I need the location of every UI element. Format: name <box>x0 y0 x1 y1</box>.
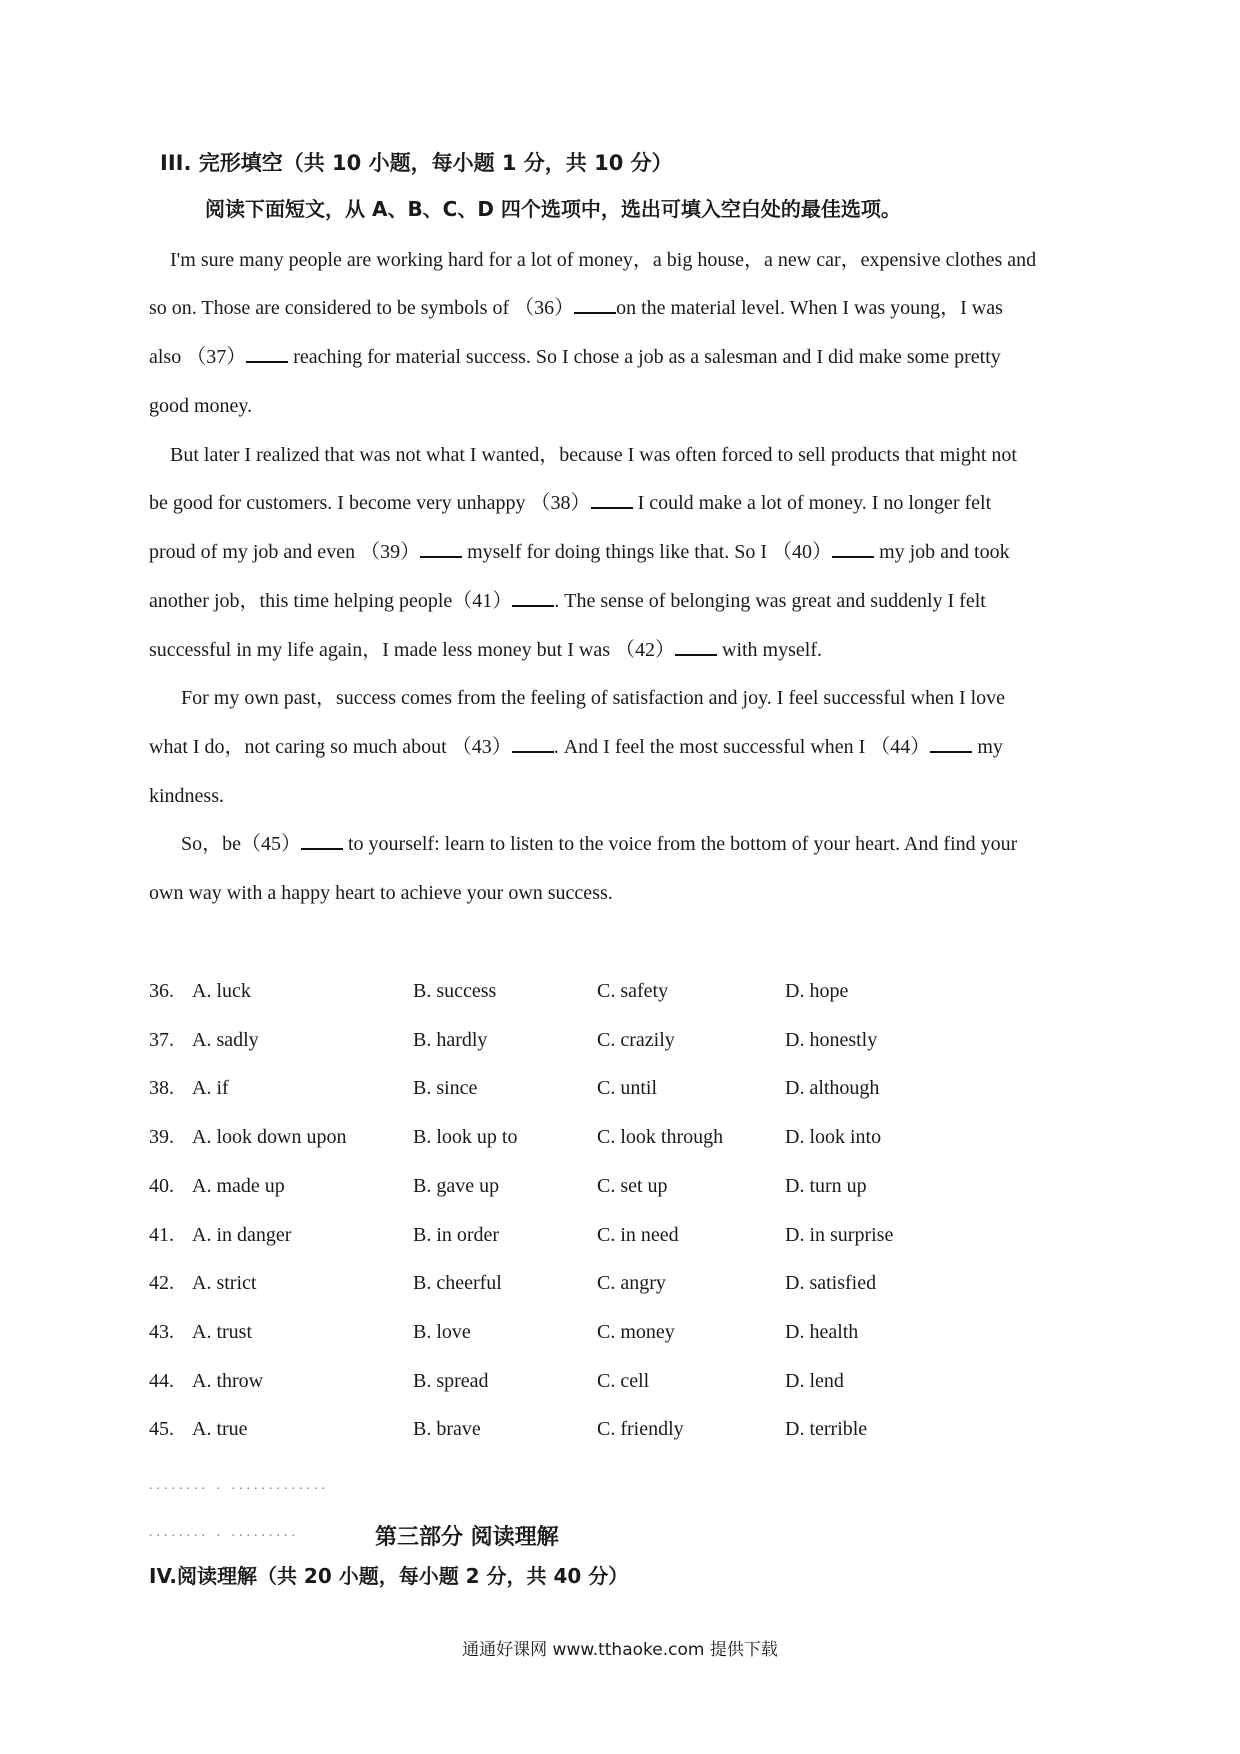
option-c[interactable]: C. crazily <box>597 1029 675 1051</box>
option-d[interactable]: D. satisfied <box>785 1272 877 1294</box>
answer-blank <box>246 343 288 363</box>
passage-line: But later I realized that was not what I wanted，because I was often forced to sell products that might not <box>170 444 1017 466</box>
option-d[interactable]: D. although <box>785 1077 880 1099</box>
option-a[interactable]: A. luck <box>192 980 251 1002</box>
option-a[interactable]: A. strict <box>192 1272 257 1294</box>
option-a[interactable]: A. made up <box>192 1175 285 1197</box>
part-title: 第三部分 阅读理解 <box>375 1525 559 1550</box>
option-d[interactable]: D. honestly <box>785 1029 878 1051</box>
option-c[interactable]: C. safety <box>597 980 669 1002</box>
option-c[interactable]: C. cell <box>597 1370 650 1392</box>
option-a[interactable]: A. look down upon <box>192 1126 347 1148</box>
passage-line: For my own past，success comes from the feeling of satisfaction and joy. I feel successful when I love <box>181 687 1006 709</box>
option-c[interactable]: C. in need <box>597 1224 679 1246</box>
option-a[interactable]: A. throw <box>192 1370 264 1392</box>
passage-line: so on. Those are considered to be symbols of （36） on the material level. When I was young，I was <box>149 294 1099 322</box>
option-d[interactable]: D. terrible <box>785 1418 868 1440</box>
passage-line: I'm sure many people are working hard for a lot of money，a big house，a new car，expensive clothes and <box>170 249 1037 271</box>
footer-text: 通通好课网 www.tthaoke.com 提供下载 <box>462 1640 778 1660</box>
passage-line: proud of my job and even （39） myself for doing things like that. So I （40） my job and took <box>149 538 1099 566</box>
option-b[interactable]: B. spread <box>413 1370 489 1392</box>
option-d[interactable]: D. lend <box>785 1370 844 1392</box>
answer-blank <box>512 733 554 753</box>
option-d[interactable]: D. hope <box>785 980 849 1002</box>
option-b[interactable]: B. hardly <box>413 1029 488 1051</box>
option-b[interactable]: B. gave up <box>413 1175 500 1197</box>
answer-blank <box>675 636 717 656</box>
answer-blank <box>591 489 633 509</box>
answer-blank <box>832 538 874 558</box>
passage-line: successful in my life again，I made less money but I was （42） with myself. <box>149 636 1099 664</box>
option-a[interactable]: A. in danger <box>192 1224 292 1246</box>
option-d[interactable]: D. health <box>785 1321 859 1343</box>
option-b[interactable]: B. success <box>413 980 497 1002</box>
option-c[interactable]: C. money <box>597 1321 675 1343</box>
option-a[interactable]: A. true <box>192 1418 248 1440</box>
answer-blank <box>301 830 343 850</box>
option-b[interactable]: B. brave <box>413 1418 481 1440</box>
dotted-divider: ........ . ......... <box>149 1525 299 1540</box>
option-a[interactable]: A. if <box>192 1077 229 1099</box>
passage-line: good money. <box>149 395 253 417</box>
passage-line: also （37） reaching for material success. So I chose a job as a salesman and I did make some pretty <box>149 343 1099 371</box>
dotted-divider: ........ . ............. <box>149 1478 329 1493</box>
option-c[interactable]: C. set up <box>597 1175 668 1197</box>
passage-line: own way with a happy heart to achieve your own success. <box>149 882 613 904</box>
option-b[interactable]: B. look up to <box>413 1126 518 1148</box>
answer-blank <box>930 733 972 753</box>
option-b[interactable]: B. since <box>413 1077 478 1099</box>
option-c[interactable]: C. look through <box>597 1126 724 1148</box>
option-c[interactable]: C. angry <box>597 1272 666 1294</box>
option-b[interactable]: B. in order <box>413 1224 500 1246</box>
passage-line: be good for customers. I become very unhappy （38） I could make a lot of money. I no longer felt <box>149 489 1099 517</box>
passage-line: another job，this time helping people（41） . The sense of belonging was great and suddenly I felt <box>149 587 1099 615</box>
passage-line: kindness. <box>149 785 224 807</box>
section-title-reading: IV.阅读理解（共 20 小题，每小题 2 分，共 40 分） <box>149 1564 629 1588</box>
option-d[interactable]: D. in surprise <box>785 1224 894 1246</box>
answer-blank <box>512 587 554 607</box>
option-a[interactable]: A. trust <box>192 1321 252 1343</box>
option-b[interactable]: B. cheerful <box>413 1272 502 1294</box>
option-c[interactable]: C. until <box>597 1077 658 1099</box>
option-d[interactable]: D. turn up <box>785 1175 867 1197</box>
option-c[interactable]: C. friendly <box>597 1418 684 1440</box>
passage-line: what I do，not caring so much about （43） . And I feel the most successful when I （44） my <box>149 733 1099 761</box>
option-a[interactable]: A. sadly <box>192 1029 259 1051</box>
answer-blank <box>574 294 616 314</box>
option-b[interactable]: B. love <box>413 1321 471 1343</box>
option-d[interactable]: D. look into <box>785 1126 882 1148</box>
section-title: III. 完形填空（共 10 小题，每小题 1 分，共 10 分） <box>160 151 673 175</box>
answer-blank <box>420 538 462 558</box>
section-instruction: 阅读下面短文，从 A、B、C、D 四个选项中，选出可填入空白处的最佳选项。 <box>205 197 901 221</box>
passage-line: So，be（45） to yourself: learn to listen to the voice from the bottom of your heart. And find your <box>181 830 1131 858</box>
